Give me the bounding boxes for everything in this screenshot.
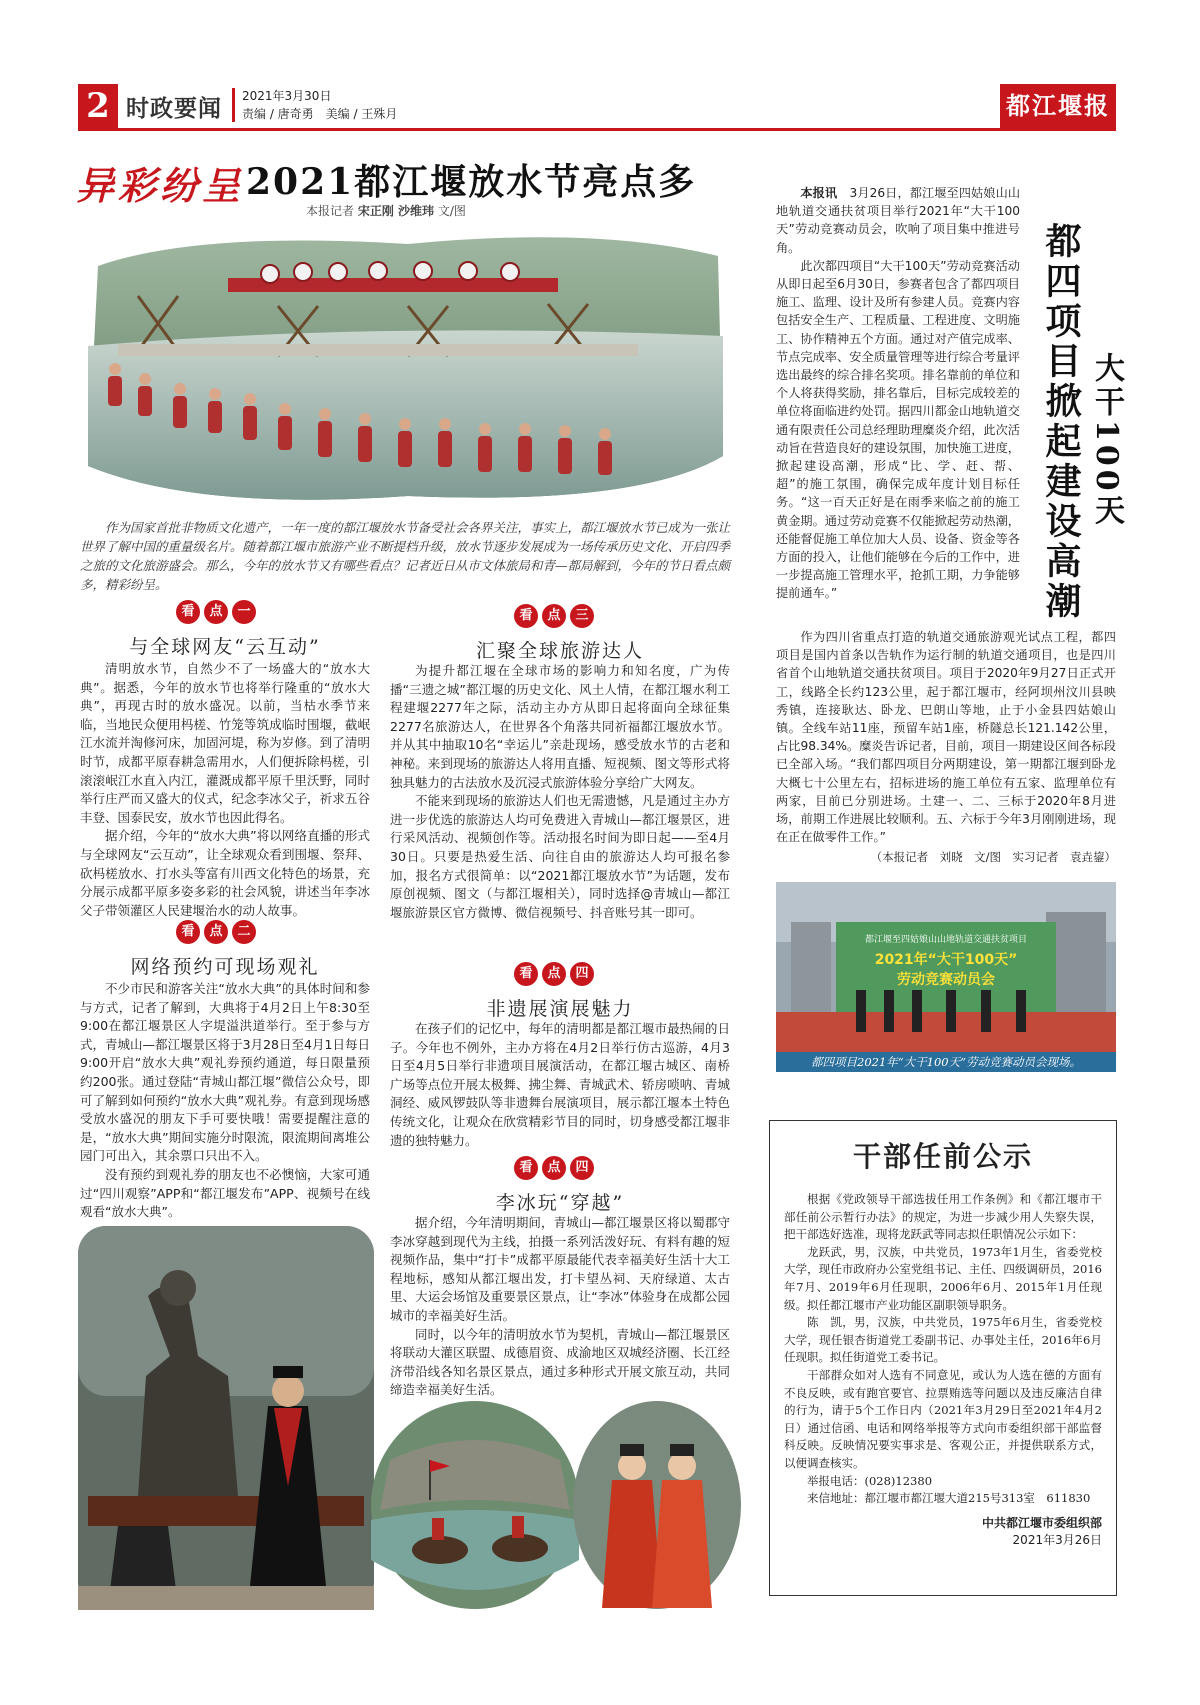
side-vtitle-b: 都四项目掀起建设高潮: [1040, 222, 1082, 622]
banner-line-3: 劳动竞赛动员会: [897, 972, 995, 988]
section-5-body: [390, 1214, 730, 1400]
side-body: [776, 184, 1020, 603]
paragraph: 同时，以今年的清明放水节为契机，青城山—都江堰景区将联动大灌区联盟、成德眉资、成渝地区双城经济圈、长江经济带沿线各知名景区景点，通过多种形式开展文旅互动，共同缔造幸福美好生活。: [390, 1326, 730, 1398]
side-vtitle-a: 大干100天: [1089, 352, 1124, 529]
badge-1: [176, 600, 256, 624]
article-intro: 作为国家首批非物质文化遗产，一年一度的都江堰放水节备受社会各界关注，事实上，都江堰放水节已成为一张让世界了解中国的重量级名片。随着都江堰市旅游产业不断提档升级，放水节逐步发展成为一场传承历史文化、开启四季之旅的文化旅游盛会。那么，今年的放水节又有哪些看点？记者近日从市文体旅局和青—都局解到，今年的节日看点颇多，精彩纷呈。: [80, 520, 731, 592]
page-number: 2: [78, 84, 118, 128]
paragraph: 不少市民和游客关注“放水大典”的具体时间和参与方式，记者了解到，大典将于4月2日上午8:30至9:00在都江堰景区人字堤溢洪道举行。至于参与方式，青城山—都江堰景区将于3月28日至4月1日每日9:00开启“放水大典”观礼券预约通道，每日限量预约200张。通过登陆“青城山都江堰”微信公众号，即可了解到如何预约“放水大典”观礼券。有意到现场感受放水盛况的朋友下手可要快哦！需要提醒注意的是，“放水大典”期间实施分时限流，限流期间离堆公园门可出入，其余票口只出不入。: [80, 981, 370, 1164]
badge-char: 一: [232, 600, 256, 624]
badge-char: 点: [542, 1156, 566, 1180]
banner-line-2: 2021年“大干100天”: [874, 952, 1018, 968]
paragraph: 在孩子们的记忆中，每年的清明都是都江堰市最热闹的日子。今年也不例外，主办方将在4月2日举行仿古巡游，4月3日至4月5日举行非遗项目展演活动，在都江堰古城区、南桥广场等点位开展太极舞、拂尘舞、青城武术、轿房唢呐、青城洞经、威风锣鼓队等非遗舞台展演项目，展示都江堰本土特色传统文化，让观众在欣赏精彩节目的同时，切身感受都江堰非遗的独特魅力。: [390, 1021, 730, 1148]
issue-date: 2021年3月30日: [242, 89, 332, 103]
article-title: 2021都江堰放水节亮点多: [246, 161, 697, 203]
paragraph: 根据《党政领导干部选拔任用工作条例》和《都江堰市干部任前公示暂行办法》的规定，为进一步减少用人失察失误，把干部选好选准，现将龙跃武等同志拟任职情况公示如下：: [784, 1192, 1102, 1242]
section-3-body: [390, 662, 730, 922]
badge-char: 点: [204, 600, 228, 624]
section-1-body: [80, 660, 370, 920]
badge-3: [514, 604, 594, 628]
paragraph: 为提升都江堰在全球市场的影响力和知名度，广为传播“三遗之城”都江堰的历史文化、风土人情，在都江堰水利工程建堰2277年之际，活动主办方从即日起将面向全球征集2277名旅游达人，在世界各个角落共同祈福都江堰放水节。并从其中抽取10名“幸运儿”亲赴现场，感受放水节的古老和神秘。来到现场的旅游达人将用直播、短视频、图文等形式将独具魅力的古法放水及沉浸式旅游体验分享给广大网友。: [390, 663, 730, 790]
badge-char: 看: [514, 604, 538, 628]
paragraph: 干部群众如对人选有不同意见，或认为人选在德的方面有不良反映，或有跑官要官、拉票贿选等问题以及违反廉洁自律的行为，请于5个工作日内（2021年3月29日至2021年4月2日）通过信函、电话和网络举报等方式向市委组织部干部监督科反映。反映情况要实事求是、客观公正，并提供联系方式，以便调查核实。: [784, 1367, 1102, 1470]
badge-char: 看: [514, 962, 538, 986]
badge-char: 点: [542, 604, 566, 628]
badge-char: 四: [570, 1156, 594, 1180]
paragraph: 据介绍，今年清明期间，青城山—都江堰景区将以蜀郡守李冰穿越到现代为主线，拍摄一系列活泼好玩、有料有趣的短视频作品，集中“打卡”成都平原最能代表幸福美好生活十大工程地标，感知从都江堰出发，打卡望丛祠、天府绿道、太古里、大运会场馆及重要景区景点，让“李冰”体验身在成都公园城市的幸福美好生活。: [390, 1215, 730, 1323]
badge-char: 四: [570, 962, 594, 986]
editors: 责编 / 唐奇勇 美编 / 王殊月: [242, 107, 398, 121]
paragraph: 龙跃武，男，汉族，中共党员，1973年1月生，省委党校大学，现任市政府办公室党组书记、主任、四级调研员，2016年7月、2019年6月任现职，2006年6月、2015年1月任现级。拟任都江堰市产业功能区副职领导职务。: [784, 1244, 1102, 1312]
byline-names: 宋正刚 沙维玮: [357, 204, 435, 218]
badge-char: 看: [514, 1156, 538, 1180]
paragraph: 据介绍，今年的“放水大典”将以网络直播的形式与全球网友“云互动”，让全球观众看到围堰、祭拜、砍杩槎放水、打水头等富有川西文化特色的场景，充分展示成都平原多姿多彩的社会风貌，讲述当年李冰父子带领灌区人民建堰治水的动人故事。: [80, 828, 370, 918]
notice-title: 干部任前公示: [852, 1140, 1033, 1173]
notice-org: 中共都江堰市委组织部: [981, 1515, 1102, 1530]
section-title: 时政要闻: [126, 96, 222, 122]
section-5-title: 李冰玩“穿越”: [495, 1192, 625, 1214]
cadre-notice-box: [769, 1120, 1117, 1596]
section-3-title: 汇聚全球旅游达人: [475, 640, 644, 662]
horse-riders-photo: [370, 1400, 580, 1610]
section-4-title: 非遗展演展魅力: [486, 998, 634, 1020]
paragraph: 清明放水节，自然少不了一场盛大的“放水大典”。据悉，今年的放水节也将举行隆重的“放水大典”，再现古时的放水盛况。以前，当枯水季节来临，当地民众便用杩槎、竹笼等筑成临时围堰，截岷江水流并淘修河床，加固河堤，称为岁修。到了清明时节，成都平原春耕急需用水，人们便拆除杩槎，引滚滚岷江水直入内江，灌溉成都平原千里沃野，同时举行庄严而又盛大的仪式，纪念李冰父子，祈求五谷丰登、国泰民安，放水节也因此得名。: [80, 661, 370, 825]
paragraph: 此次都四项目“大干100天”劳动竞赛活动从即日起至6月30日，参赛者包含了都四项目施工、监理、设计及所有参建人员。竞赛内容包括安全生产、工程质量、工程进度、文明施工、协作精神五个方面。通过对产值完成率、节点完成率、安全质量管理等进行综合考量评选出最终的综合排名奖项。排名靠前的单位和个人将获得奖励，排名靠后，目标完成较差的单位将面临进约处罚。据四川都金山地轨道交通有限责任公司总经理助理糜炎介绍，此次活动旨在营造良好的建设氛围，加快施工进度，掀起建设高潮，形成“比、学、赶、帮、超”的施工氛围，确保完成年度计划目标任务。“这一百天正好是在雨季来临之前的施工黄金期。通过劳动竞赛不仅能掀起劳动热潮，还能督促施工单位加大人员、设备、资金等各方面的投入，让他们能够在今后的工作中，进一步提高施工管理水平，抢抓工期，力争能够提前通车。”: [776, 258, 1020, 601]
notice-date: 2021年3月26日: [1012, 1532, 1102, 1547]
hanfu-couple-photo: [572, 1400, 742, 1610]
banner-line-1: 都江堰至四姑娘山山地轨道交通扶贫项目: [864, 935, 1028, 945]
paragraph: 没有预约到观礼券的朋友也不必懊恼，大家可通过“四川观察”APP和“都江堰发布”APP、视频号在线观看“放水大典”。: [80, 1166, 370, 1220]
badge-char: 看: [176, 600, 200, 624]
badge-2: [176, 920, 256, 944]
header-rule: [78, 128, 1116, 131]
paragraph: [776, 184, 1020, 257]
badge-char: 三: [570, 604, 594, 628]
byline-prefix: 本报记者: [306, 204, 355, 218]
section-2-title: 网络预约可现场观礼: [130, 956, 320, 978]
header-meta: [242, 87, 397, 123]
festival-photo: [78, 226, 728, 506]
section-2-body: [80, 980, 370, 1222]
article-byline: [306, 202, 466, 219]
paper-logo: 都江堰报: [1000, 84, 1116, 128]
badge-5: [514, 1156, 594, 1180]
byline-suffix: 文/图: [437, 204, 466, 218]
report-address: 来信地址：都江堰市都江堰大道215号313室 611830: [807, 1491, 1091, 1506]
badge-char: 看: [176, 920, 200, 944]
photo-caption: 都四项目2021年“大干100天”劳动竞赛动员会现场。: [811, 1055, 1081, 1069]
side-body-wide: [776, 628, 1116, 867]
lead: 本报讯: [800, 186, 838, 200]
report-phone: 举报电话：(028)12380: [807, 1473, 933, 1488]
section-1-title: 与全球网友“云互动”: [129, 636, 321, 658]
badge-char: 二: [232, 920, 256, 944]
paragraph: 不能来到现场的旅游达人们也无需遗憾，凡是通过主办方进一步优选的旅游达人均可免费进入青城山—都江堰景区，进行采风活动、视频创作等。活动报名时间为即日起——至4月30日。只要是热爱生活、向往自由的旅游达人均可报名参加，报名方式很简单：以“2021都江堰放水节”为话题，发布原创视频、图文（与都江堰相关），同时选择@青城山—都江堰旅游景区官方微博、微信视频号、抖音账号其一即可。: [390, 793, 730, 920]
li-bing-statue-photo: [78, 1226, 374, 1610]
notice-body: [784, 1191, 1102, 1548]
badge-char: 点: [204, 920, 228, 944]
paragraph-text: 3月26日，都江堰至四姑娘山山地轨道交通扶贫项目举行2021年“大干100天”劳动竞赛动员会，吹响了项目集中推进号角。: [776, 186, 1021, 255]
section-4-body: [390, 1020, 730, 1150]
paragraph: 作为四川省重点打造的轨道交通旅游观光试点工程，都四项目是国内首条以告轨作为运行制的轨道交通项目，也是四川省首个山地轨道交通扶贫项目。项目于2020年9月27日正式开工，线路全长约123公里，起于都江堰市，经阿坝州汶川县映秀镇，连接耿达、卧龙、巴朗山等地，止于小金县四姑娘山镇。全线车站11座，预留车站1座，桥隧总长121.142公里，占比98.34%。糜炎告诉记者，目前，项目一期建设区间各标段已全部入场。“我们都四项目分两期建设，第一期都江堰到卧龙大概七十公里左右，招标进场的施工单位有五家、监理单位有两家，目前已分别进场。土建一、二、三标于2020年8月进场，前期工作进展比较顺利。五、六标于今年3月刚刚进场，现在正在做零件工作。”: [776, 630, 1116, 845]
side-credit: （本报记者 刘晓 文/图 实习记者 袁垚鋆）: [870, 850, 1116, 865]
paragraph: 陈 凯，男，汉族，中共党员，1975年6月生，省委党校大学，现任银杏街道党工委副书记、办事处主任，2016年6月任现职。拟任街道党工委书记。: [784, 1315, 1102, 1365]
mobilization-meeting-photo: [776, 882, 1116, 1072]
header-divider: [232, 88, 235, 122]
badge-4: [514, 962, 594, 986]
article-tag: 异彩纷呈: [76, 163, 245, 208]
badge-char: 点: [542, 962, 566, 986]
